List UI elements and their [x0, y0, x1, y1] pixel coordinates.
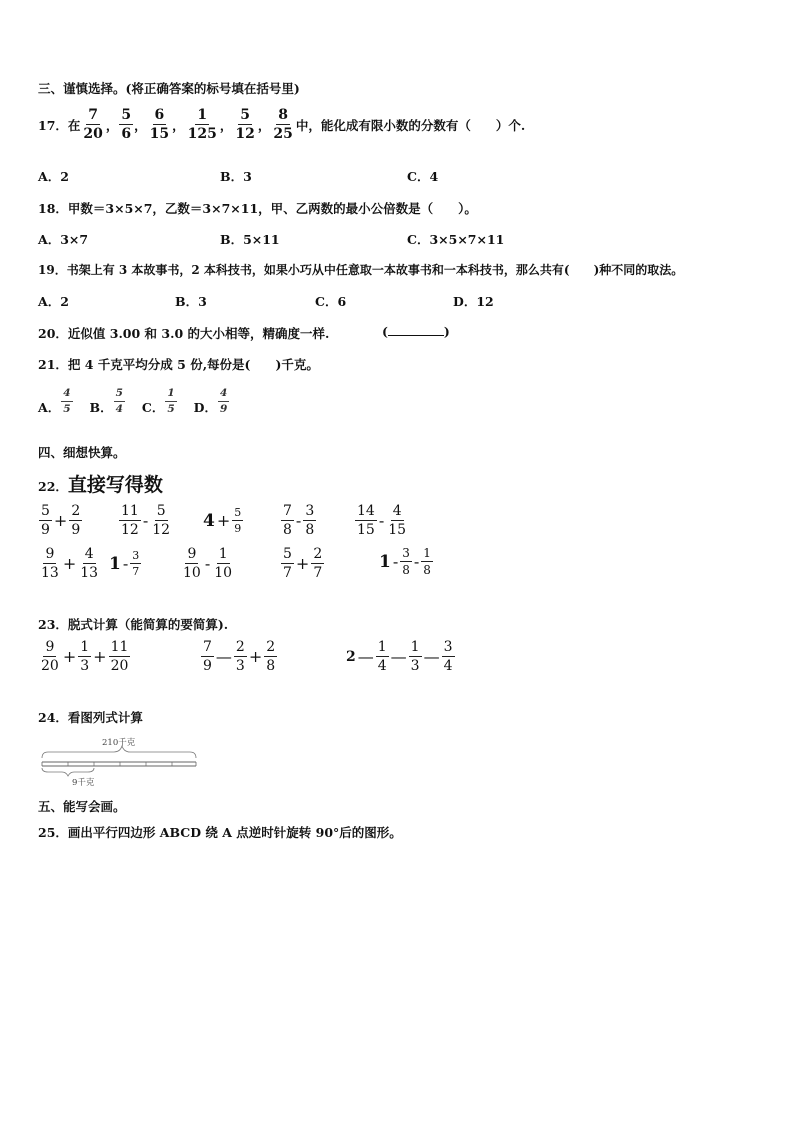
q20-answer-blank[interactable]: ( )	[382, 324, 450, 339]
q17-fraction: $\frac{1}{125}$	[187, 107, 217, 142]
q22-expr-1: $\frac{5}{9}$ + $\frac{2}{9}$	[41, 503, 81, 538]
q17-fraction: $\frac{8}{25}$	[273, 107, 293, 142]
q17-fraction: $\frac{5}{12}$	[235, 107, 255, 142]
q24-diagram	[40, 736, 200, 788]
q17-prefix: 17．在	[38, 117, 81, 133]
q17-option-a[interactable]: A．2	[38, 169, 69, 184]
q17-option-c[interactable]: C．4	[407, 169, 439, 184]
q17-sep: ，	[219, 117, 233, 133]
q17-fraction: $\frac{6}{15}$	[149, 107, 170, 142]
q21-option-c[interactable]: C． $\frac{1}{5}$	[141, 387, 175, 415]
q18-option-c[interactable]: C．3×5×7×11	[407, 232, 505, 247]
q18-option-a[interactable]: A．3×7	[38, 232, 89, 247]
q24-top-label: 210千克	[102, 738, 136, 748]
question-22	[38, 470, 163, 497]
section-3-title: 三、谨慎选择。(将正确答案的标号填在括号里)	[38, 81, 300, 96]
q22-title: 直接写得数	[67, 474, 163, 496]
q17-sep: ，	[134, 117, 147, 133]
q22-expr-4: $\frac{7}{8}$ - $\frac{3}{8}$	[283, 503, 315, 538]
q22-expr-3: 4 + $\frac{5}{9}$	[203, 506, 242, 535]
q19-option-c[interactable]: C．6	[315, 294, 347, 309]
q22-expr-7: 1 - $\frac{3}{7}$	[109, 549, 140, 578]
q23-expr-2: $\frac{7}{9}$ — $\frac{2}{3}$ + $\frac{2}{8}$	[203, 639, 276, 674]
q21-option-a[interactable]: A． $\frac{4}{5}$	[38, 387, 71, 415]
q17-tail: 中，能化成有限小数的分数有（ ）个.	[295, 117, 526, 133]
q22-expr-6: $\frac{9}{13}$ + $\frac{4}{13}$	[41, 546, 99, 581]
question-24: 24．看图列式计算	[38, 710, 143, 725]
q21-options	[38, 388, 230, 414]
q19-option-d[interactable]: D．12	[453, 294, 494, 309]
section-5-title: 五、能写会画。	[38, 799, 126, 814]
q22-number: 22．	[38, 479, 68, 494]
q17-sep: ，	[105, 117, 119, 133]
question-23: 23．脱式计算（能简算的要简算).	[38, 617, 229, 632]
q17-fraction: $\frac{7}{20}$	[83, 107, 103, 142]
q22-expr-10: 1 - $\frac{3}{8}$ - $\frac{1}{8}$	[379, 546, 431, 577]
question-25: 25．画出平行四边形 ABCD 绕 A 点逆时针旋转 90°后的图形。	[38, 825, 402, 840]
q22-expr-8: $\frac{9}{10}$ - $\frac{1}{10}$	[183, 546, 233, 581]
question-19: 19．书架上有 3 本故事书，2 本科技书，如果小巧从中任意取一本故事书和一本科技书，那么共有( )种不同的取法。	[38, 263, 684, 277]
q21-option-b[interactable]: B． $\frac{5}{4}$	[89, 387, 123, 415]
q19-option-b[interactable]: B．3	[175, 294, 207, 309]
q22-expr-2: $\frac{11}{12}$ - $\frac{5}{12}$	[121, 503, 171, 538]
question-17	[38, 108, 525, 141]
q23-expr-1: $\frac{9}{20}$ + $\frac{1}{3}$ + $\frac{11}{20}$	[41, 639, 129, 674]
q17-sep: ，	[172, 117, 185, 133]
q18-option-b[interactable]: B．5×11	[220, 232, 280, 247]
q17-option-b[interactable]: B．3	[220, 169, 252, 184]
q22-expr-5: $\frac{14}{15}$ - $\frac{4}{15}$	[357, 503, 407, 538]
q17-sep: ，	[257, 117, 271, 133]
q23-expr-3: 2 — $\frac{1}{4}$ — $\frac{1}{3}$ — $\frac{3}{4}$	[346, 639, 453, 674]
section-4-title: 四、细想快算。	[38, 445, 126, 460]
q19-option-a[interactable]: A．2	[38, 294, 69, 309]
question-21: 21．把 4 千克平均分成 5 份,每份是( )千克。	[38, 357, 319, 372]
question-20: 20．近似值 3.00 和 3.0 的大小相等，精确度一样.	[38, 326, 330, 341]
question-18: 18．甲数＝3×5×7，乙数＝3×7×11，甲、乙两数的最小公倍数是（ ）。	[38, 201, 477, 216]
q17-fraction: $\frac{5}{6}$	[121, 107, 132, 142]
q22-expr-9: $\frac{5}{7}$ + $\frac{2}{7}$	[283, 546, 323, 581]
q24-bottom-label: 9千克	[72, 778, 95, 788]
q21-option-d[interactable]: D． $\frac{4}{9}$	[193, 387, 228, 415]
